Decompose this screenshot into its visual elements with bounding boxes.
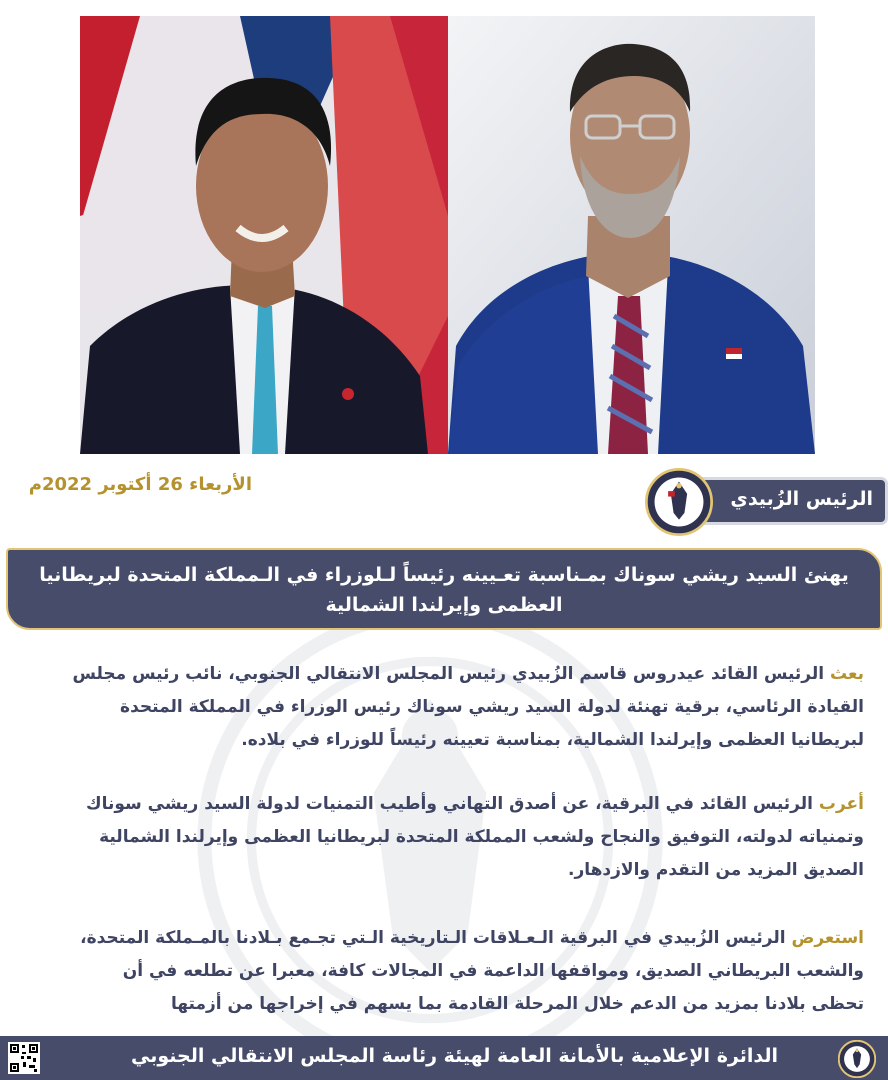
paragraph-line: وتمنياته لدولته، التوفيق والنجاح ولشعب المملكة المتحدة لبريطانيا العظمى وإيرلندا الشمالية: [99, 827, 864, 847]
paragraph-line: [20, 788, 864, 821]
paragraph-line: تحظى بلادنا بمزيد من الدعم خلال المرحلة القادمة بما يسهم في إخراجها من أزمتها: [170, 994, 864, 1014]
photo-rishi-sunak: [80, 16, 448, 454]
date-label: الأربعاء 26 أكتوبر 2022م: [28, 474, 252, 495]
paragraph-1: [20, 658, 864, 757]
headline-line-1: يهنئ السيد ريشي سوناك بمـناسبة تعـيينه رئيساً لـلوزراء في الـمملكة المتحدة لبريطانيا: [39, 564, 849, 586]
footer-text: الدائرة الإعلامية بالأمانة العامة لهيئة رئاسة المجلس الانتقالي الجنوبي: [131, 1045, 778, 1067]
paragraph-text: الرئيس القائد في البرقية، عن أصدق التهاني وأطيب التمنيات لدولة السيد ريشي سوناك: [86, 794, 819, 814]
paragraph-text: الرئيس القائد عيدروس قاسم الزُبيدي رئيس المجلس الانتقالي الجنوبي، نائب رئيس مجلس: [72, 664, 831, 684]
photo-aidarous-alzubaidi: [448, 16, 815, 454]
paragraph-line: [20, 922, 864, 955]
headline-line-2: العظمى وإيرلندا الشمالية: [325, 594, 563, 616]
name-badge-label: الرئيس الزُبيدي: [730, 488, 873, 510]
paragraph-line: لبريطانيا العظمى وإيرلندا الشمالية، بمناسبة تعيينه رئيساً للوزراء في بلاده.: [241, 730, 864, 750]
paragraph-text: الرئيس الزُبيدي في البرقية الـعـلاقات الـتاريخية الـتي تجـمع بـلادنا بالمـملكة المتحدة،: [80, 928, 792, 948]
paragraph-lead: أعرب: [818, 794, 864, 814]
photo-collage: [80, 16, 815, 454]
headline-box: [6, 548, 882, 630]
paragraph-lead: بعث: [830, 664, 864, 684]
footer-bar: [0, 1036, 888, 1080]
paragraph-lead: استعرض: [791, 928, 864, 948]
council-emblem-icon: [645, 468, 713, 536]
council-emblem-icon: [838, 1040, 876, 1078]
paragraph-line: [20, 658, 864, 691]
qr-code-icon: [8, 1042, 40, 1074]
paragraph-line: القيادة الرئاسي، برقية تهنئة لدولة السيد ريشي سوناك رئيس الوزراء في المملكة المتحدة: [120, 697, 864, 717]
paragraph-line: الصديق المزيد من التقدم والازدهار.: [567, 860, 864, 880]
name-badge: [693, 480, 885, 522]
paragraph-line: والشعب البريطاني الصديق، ومواقفها الداعمة في المجالات كافة، معبرا عن تطلعه في أن: [122, 961, 864, 981]
paragraph-2: [20, 788, 864, 887]
paragraph-3: [20, 922, 864, 1021]
